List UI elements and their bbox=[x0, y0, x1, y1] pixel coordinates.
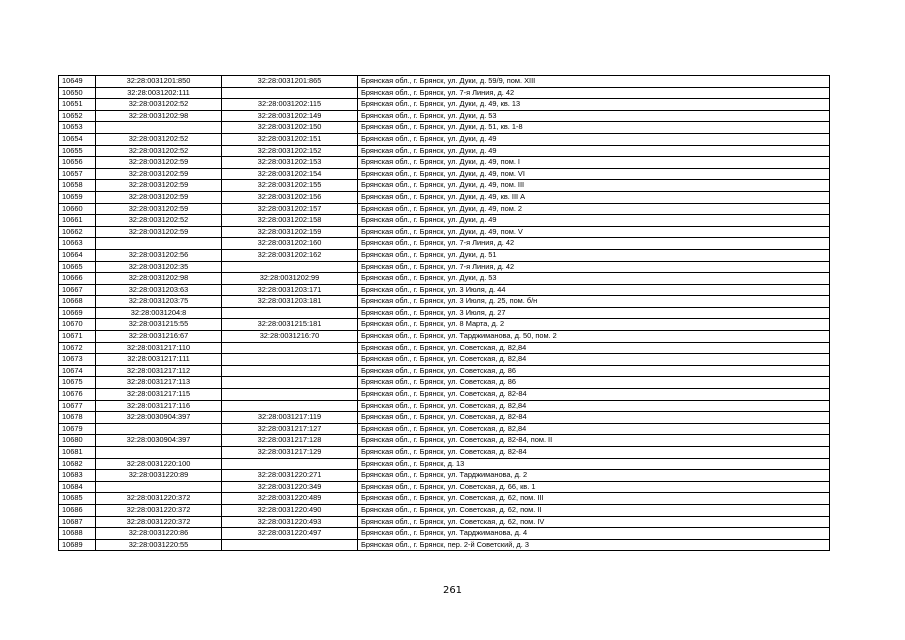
table-row bbox=[59, 249, 830, 261]
parcel-cadastral-number-cell: 32:28:0030904:397 bbox=[96, 435, 222, 447]
row-number-cell: 10653 bbox=[59, 122, 96, 134]
parcel-cadastral-number-cell bbox=[96, 447, 222, 459]
table-row bbox=[59, 226, 830, 238]
address-cell: Брянская обл., г. Брянск, ул. Дуки, д. 53 bbox=[358, 273, 830, 285]
parcel-cadastral-number-cell: 32:28:0031220:86 bbox=[96, 528, 222, 540]
table-row bbox=[59, 168, 830, 180]
object-cadastral-number-cell: 32:28:0031202:159 bbox=[222, 226, 358, 238]
parcel-cadastral-number-cell: 32:28:0031220:100 bbox=[96, 458, 222, 470]
row-number-cell: 10673 bbox=[59, 354, 96, 366]
address-cell: Брянская обл., г. Брянск, ул. Дуки, д. 49, пом. I bbox=[358, 157, 830, 169]
address-cell: Брянская обл., г. Брянск, ул. Советская, д. 82,84 bbox=[358, 400, 830, 412]
row-number-cell: 10662 bbox=[59, 226, 96, 238]
table-row bbox=[59, 389, 830, 401]
registry-table-body bbox=[59, 76, 830, 551]
table-row bbox=[59, 157, 830, 169]
parcel-cadastral-number-cell: 32:28:0031202:52 bbox=[96, 99, 222, 111]
address-cell: Брянская обл., г. Брянск, ул. 7-я Линия, д. 42 bbox=[358, 87, 830, 99]
object-cadastral-number-cell bbox=[222, 87, 358, 99]
parcel-cadastral-number-cell: 32:28:0031202:35 bbox=[96, 261, 222, 273]
object-cadastral-number-cell: 32:28:0031220:349 bbox=[222, 481, 358, 493]
row-number-cell: 10651 bbox=[59, 99, 96, 111]
parcel-cadastral-number-cell: 32:28:0031217:110 bbox=[96, 342, 222, 354]
object-cadastral-number-cell: 32:28:0031201:865 bbox=[222, 76, 358, 88]
object-cadastral-number-cell: 32:28:0031215:181 bbox=[222, 319, 358, 331]
row-number-cell: 10687 bbox=[59, 516, 96, 528]
object-cadastral-number-cell: 32:28:0031202:157 bbox=[222, 203, 358, 215]
table-row bbox=[59, 539, 830, 551]
row-number-cell: 10661 bbox=[59, 215, 96, 227]
address-cell: Брянская обл., г. Брянск, ул. Тарджиманова, д. 50, пом. 2 bbox=[358, 331, 830, 343]
table-row bbox=[59, 284, 830, 296]
address-cell: Брянская обл., г. Брянск, ул. Тарджиманова, д. 4 bbox=[358, 528, 830, 540]
parcel-cadastral-number-cell: 32:28:0031202:98 bbox=[96, 110, 222, 122]
table-row bbox=[59, 493, 830, 505]
object-cadastral-number-cell: 32:28:0031217:129 bbox=[222, 447, 358, 459]
table-row bbox=[59, 145, 830, 157]
object-cadastral-number-cell: 32:28:0031202:154 bbox=[222, 168, 358, 180]
row-number-cell: 10679 bbox=[59, 423, 96, 435]
row-number-cell: 10685 bbox=[59, 493, 96, 505]
address-cell: Брянская обл., г. Брянск, ул. Советская, д. 82,84 bbox=[358, 354, 830, 366]
address-cell: Брянская обл., г. Брянск, д. 13 bbox=[358, 458, 830, 470]
table-row bbox=[59, 342, 830, 354]
row-number-cell: 10658 bbox=[59, 180, 96, 192]
table-row bbox=[59, 238, 830, 250]
row-number-cell: 10683 bbox=[59, 470, 96, 482]
object-cadastral-number-cell: 32:28:0031202:99 bbox=[222, 273, 358, 285]
address-cell: Брянская обл., г. Брянск, ул. Дуки, д. 49 bbox=[358, 145, 830, 157]
address-cell: Брянская обл., г. Брянск, ул. Дуки, д. 51 bbox=[358, 249, 830, 261]
address-cell: Брянская обл., г. Брянск, ул. Дуки, д. 51, кв. 1-8 bbox=[358, 122, 830, 134]
parcel-cadastral-number-cell: 32:28:0031202:59 bbox=[96, 226, 222, 238]
table-row bbox=[59, 273, 830, 285]
parcel-cadastral-number-cell: 32:28:0031202:52 bbox=[96, 133, 222, 145]
object-cadastral-number-cell: 32:28:0031202:158 bbox=[222, 215, 358, 227]
row-number-cell: 10668 bbox=[59, 296, 96, 308]
address-cell: Брянская обл., г. Брянск, ул. 3 Июля, д. 44 bbox=[358, 284, 830, 296]
object-cadastral-number-cell: 32:28:0031220:489 bbox=[222, 493, 358, 505]
address-cell: Брянская обл., г. Брянск, ул. Советская, д. 82,84 bbox=[358, 342, 830, 354]
table-row bbox=[59, 296, 830, 308]
address-cell: Брянская обл., г. Брянск, ул. 3 Июля, д. 25, пом. б/н bbox=[358, 296, 830, 308]
row-number-cell: 10678 bbox=[59, 412, 96, 424]
parcel-cadastral-number-cell: 32:28:0031202:98 bbox=[96, 273, 222, 285]
parcel-cadastral-number-cell bbox=[96, 238, 222, 250]
object-cadastral-number-cell: 32:28:0031220:271 bbox=[222, 470, 358, 482]
address-cell: Брянская обл., г. Брянск, ул. Советская, д. 82-84 bbox=[358, 389, 830, 401]
row-number-cell: 10671 bbox=[59, 331, 96, 343]
parcel-cadastral-number-cell bbox=[96, 423, 222, 435]
row-number-cell: 10677 bbox=[59, 400, 96, 412]
object-cadastral-number-cell bbox=[222, 354, 358, 366]
parcel-cadastral-number-cell bbox=[96, 122, 222, 134]
row-number-cell: 10655 bbox=[59, 145, 96, 157]
table-row bbox=[59, 365, 830, 377]
parcel-cadastral-number-cell: 32:28:0031217:111 bbox=[96, 354, 222, 366]
table-row bbox=[59, 99, 830, 111]
object-cadastral-number-cell: 32:28:0031202:152 bbox=[222, 145, 358, 157]
table-row bbox=[59, 180, 830, 192]
table-row bbox=[59, 528, 830, 540]
table-row bbox=[59, 423, 830, 435]
table-row bbox=[59, 76, 830, 88]
object-cadastral-number-cell: 32:28:0031202:150 bbox=[222, 122, 358, 134]
row-number-cell: 10650 bbox=[59, 87, 96, 99]
row-number-cell: 10680 bbox=[59, 435, 96, 447]
table-row bbox=[59, 122, 830, 134]
row-number-cell: 10689 bbox=[59, 539, 96, 551]
table-row bbox=[59, 470, 830, 482]
row-number-cell: 10676 bbox=[59, 389, 96, 401]
parcel-cadastral-number-cell: 32:28:0030904:397 bbox=[96, 412, 222, 424]
object-cadastral-number-cell: 32:28:0031217:119 bbox=[222, 412, 358, 424]
parcel-cadastral-number-cell: 32:28:0031202:59 bbox=[96, 157, 222, 169]
page-number: 261 bbox=[442, 585, 463, 596]
table-row bbox=[59, 481, 830, 493]
parcel-cadastral-number-cell: 32:28:0031204:8 bbox=[96, 307, 222, 319]
address-cell: Брянская обл., г. Брянск, ул. Дуки, д. 49, пом. VI bbox=[358, 168, 830, 180]
parcel-cadastral-number-cell: 32:28:0031215:55 bbox=[96, 319, 222, 331]
row-number-cell: 10684 bbox=[59, 481, 96, 493]
address-cell: Брянская обл., г. Брянск, ул. Дуки, д. 49, кв. III А bbox=[358, 191, 830, 203]
address-cell: Брянская обл., г. Брянск, ул. Советская, д. 82-84, пом. II bbox=[358, 435, 830, 447]
row-number-cell: 10652 bbox=[59, 110, 96, 122]
address-cell: Брянская обл., г. Брянск, ул. Советская, д. 62, пом. IV bbox=[358, 516, 830, 528]
table-row bbox=[59, 435, 830, 447]
address-cell: Брянская обл., г. Брянск, ул. Дуки, д. 49, кв. 13 bbox=[358, 99, 830, 111]
parcel-cadastral-number-cell: 32:28:0031202:111 bbox=[96, 87, 222, 99]
row-number-cell: 10672 bbox=[59, 342, 96, 354]
object-cadastral-number-cell: 32:28:0031220:493 bbox=[222, 516, 358, 528]
address-cell: Брянская обл., г. Брянск, ул. Советская, д. 66, кв. 1 bbox=[358, 481, 830, 493]
row-number-cell: 10656 bbox=[59, 157, 96, 169]
row-number-cell: 10675 bbox=[59, 377, 96, 389]
table-row bbox=[59, 412, 830, 424]
parcel-cadastral-number-cell: 32:28:0031220:372 bbox=[96, 516, 222, 528]
object-cadastral-number-cell: 32:28:0031216:70 bbox=[222, 331, 358, 343]
object-cadastral-number-cell: 32:28:0031202:162 bbox=[222, 249, 358, 261]
address-cell: Брянская обл., г. Брянск, ул. Советская, д. 82,84 bbox=[358, 423, 830, 435]
object-cadastral-number-cell: 32:28:0031202:153 bbox=[222, 157, 358, 169]
row-number-cell: 10674 bbox=[59, 365, 96, 377]
parcel-cadastral-number-cell: 32:28:0031202:59 bbox=[96, 203, 222, 215]
row-number-cell: 10649 bbox=[59, 76, 96, 88]
address-cell: Брянская обл., г. Брянск, ул. Дуки, д. 53 bbox=[358, 110, 830, 122]
object-cadastral-number-cell bbox=[222, 342, 358, 354]
row-number-cell: 10657 bbox=[59, 168, 96, 180]
object-cadastral-number-cell: 32:28:0031203:181 bbox=[222, 296, 358, 308]
table-row bbox=[59, 307, 830, 319]
object-cadastral-number-cell: 32:28:0031220:497 bbox=[222, 528, 358, 540]
address-cell: Брянская обл., г. Брянск, ул. Дуки, д. 49, пом. III bbox=[358, 180, 830, 192]
parcel-cadastral-number-cell: 32:28:0031220:89 bbox=[96, 470, 222, 482]
object-cadastral-number-cell bbox=[222, 307, 358, 319]
parcel-cadastral-number-cell: 32:28:0031202:59 bbox=[96, 180, 222, 192]
object-cadastral-number-cell bbox=[222, 389, 358, 401]
address-cell: Брянская обл., г. Брянск, ул. 3 Июля, д. 27 bbox=[358, 307, 830, 319]
table-row bbox=[59, 377, 830, 389]
parcel-cadastral-number-cell: 32:28:0031220:372 bbox=[96, 493, 222, 505]
table-row bbox=[59, 191, 830, 203]
table-row bbox=[59, 319, 830, 331]
table-row bbox=[59, 110, 830, 122]
parcel-cadastral-number-cell: 32:28:0031202:59 bbox=[96, 168, 222, 180]
object-cadastral-number-cell: 32:28:0031203:171 bbox=[222, 284, 358, 296]
address-cell: Брянская обл., г. Брянск, ул. Советская, д. 82-84 bbox=[358, 412, 830, 424]
parcel-cadastral-number-cell: 32:28:0031217:115 bbox=[96, 389, 222, 401]
object-cadastral-number-cell: 32:28:0031202:155 bbox=[222, 180, 358, 192]
parcel-cadastral-number-cell: 32:28:0031201:850 bbox=[96, 76, 222, 88]
table-row bbox=[59, 215, 830, 227]
address-cell: Брянская обл., г. Брянск, ул. Дуки, д. 49 bbox=[358, 133, 830, 145]
table-row bbox=[59, 354, 830, 366]
parcel-cadastral-number-cell: 32:28:0031217:116 bbox=[96, 400, 222, 412]
row-number-cell: 10663 bbox=[59, 238, 96, 250]
parcel-cadastral-number-cell: 32:28:0031220:372 bbox=[96, 504, 222, 516]
address-cell: Брянская обл., г. Брянск, ул. Дуки, д. 49, пом. V bbox=[358, 226, 830, 238]
table-row bbox=[59, 133, 830, 145]
parcel-cadastral-number-cell: 32:28:0031202:52 bbox=[96, 215, 222, 227]
object-cadastral-number-cell: 32:28:0031220:490 bbox=[222, 504, 358, 516]
table-row bbox=[59, 458, 830, 470]
row-number-cell: 10665 bbox=[59, 261, 96, 273]
row-number-cell: 10667 bbox=[59, 284, 96, 296]
address-cell: Брянская обл., г. Брянск, ул. 7-я Линия, д. 42 bbox=[358, 238, 830, 250]
parcel-cadastral-number-cell: 32:28:0031217:112 bbox=[96, 365, 222, 377]
parcel-cadastral-number-cell: 32:28:0031216:67 bbox=[96, 331, 222, 343]
parcel-cadastral-number-cell: 32:28:0031202:59 bbox=[96, 191, 222, 203]
row-number-cell: 10660 bbox=[59, 203, 96, 215]
object-cadastral-number-cell: 32:28:0031202:151 bbox=[222, 133, 358, 145]
object-cadastral-number-cell: 32:28:0031202:115 bbox=[222, 99, 358, 111]
parcel-cadastral-number-cell bbox=[96, 481, 222, 493]
row-number-cell: 10681 bbox=[59, 447, 96, 459]
table-row bbox=[59, 87, 830, 99]
address-cell: Брянская обл., г. Брянск, ул. 8 Марта, д. 2 bbox=[358, 319, 830, 331]
address-cell: Брянская обл., г. Брянск, ул. Дуки, д. 49 bbox=[358, 215, 830, 227]
address-cell: Брянская обл., г. Брянск, ул. Советская, д. 86 bbox=[358, 365, 830, 377]
parcel-cadastral-number-cell: 32:28:0031202:52 bbox=[96, 145, 222, 157]
row-number-cell: 10659 bbox=[59, 191, 96, 203]
row-number-cell: 10682 bbox=[59, 458, 96, 470]
object-cadastral-number-cell bbox=[222, 458, 358, 470]
registry-table bbox=[58, 75, 830, 551]
address-cell: Брянская обл., г. Брянск, ул. Советская, д. 86 bbox=[358, 377, 830, 389]
object-cadastral-number-cell bbox=[222, 400, 358, 412]
parcel-cadastral-number-cell: 32:28:0031203:75 bbox=[96, 296, 222, 308]
object-cadastral-number-cell: 32:28:0031202:156 bbox=[222, 191, 358, 203]
object-cadastral-number-cell: 32:28:0031202:160 bbox=[222, 238, 358, 250]
object-cadastral-number-cell: 32:28:0031217:127 bbox=[222, 423, 358, 435]
row-number-cell: 10670 bbox=[59, 319, 96, 331]
object-cadastral-number-cell: 32:28:0031217:128 bbox=[222, 435, 358, 447]
address-cell: Брянская обл., г. Брянск, ул. Дуки, д. 59/9, пом. XIII bbox=[358, 76, 830, 88]
address-cell: Брянская обл., г. Брянск, ул. 7-я Линия, д. 42 bbox=[358, 261, 830, 273]
table-row bbox=[59, 516, 830, 528]
row-number-cell: 10686 bbox=[59, 504, 96, 516]
address-cell: Брянская обл., г. Брянск, ул. Тарджиманова, д. 2 bbox=[358, 470, 830, 482]
table-row bbox=[59, 400, 830, 412]
address-cell: Брянская обл., г. Брянск, пер. 2-й Советский, д. 3 bbox=[358, 539, 830, 551]
address-cell: Брянская обл., г. Брянск, ул. Советская, д. 82-84 bbox=[358, 447, 830, 459]
table-row bbox=[59, 203, 830, 215]
parcel-cadastral-number-cell: 32:28:0031202:56 bbox=[96, 249, 222, 261]
object-cadastral-number-cell: 32:28:0031202:149 bbox=[222, 110, 358, 122]
object-cadastral-number-cell bbox=[222, 539, 358, 551]
object-cadastral-number-cell bbox=[222, 365, 358, 377]
parcel-cadastral-number-cell: 32:28:0031203:63 bbox=[96, 284, 222, 296]
row-number-cell: 10664 bbox=[59, 249, 96, 261]
object-cadastral-number-cell bbox=[222, 261, 358, 273]
address-cell: Брянская обл., г. Брянск, ул. Советская, д. 62, пом. III bbox=[358, 493, 830, 505]
row-number-cell: 10666 bbox=[59, 273, 96, 285]
address-cell: Брянская обл., г. Брянск, ул. Дуки, д. 49, пом. 2 bbox=[358, 203, 830, 215]
table-row bbox=[59, 447, 830, 459]
table-row bbox=[59, 331, 830, 343]
parcel-cadastral-number-cell: 32:28:0031217:113 bbox=[96, 377, 222, 389]
address-cell: Брянская обл., г. Брянск, ул. Советская, д. 62, пом. II bbox=[358, 504, 830, 516]
row-number-cell: 10669 bbox=[59, 307, 96, 319]
row-number-cell: 10688 bbox=[59, 528, 96, 540]
table-row bbox=[59, 504, 830, 516]
table-row bbox=[59, 261, 830, 273]
object-cadastral-number-cell bbox=[222, 377, 358, 389]
parcel-cadastral-number-cell: 32:28:0031220:55 bbox=[96, 539, 222, 551]
row-number-cell: 10654 bbox=[59, 133, 96, 145]
